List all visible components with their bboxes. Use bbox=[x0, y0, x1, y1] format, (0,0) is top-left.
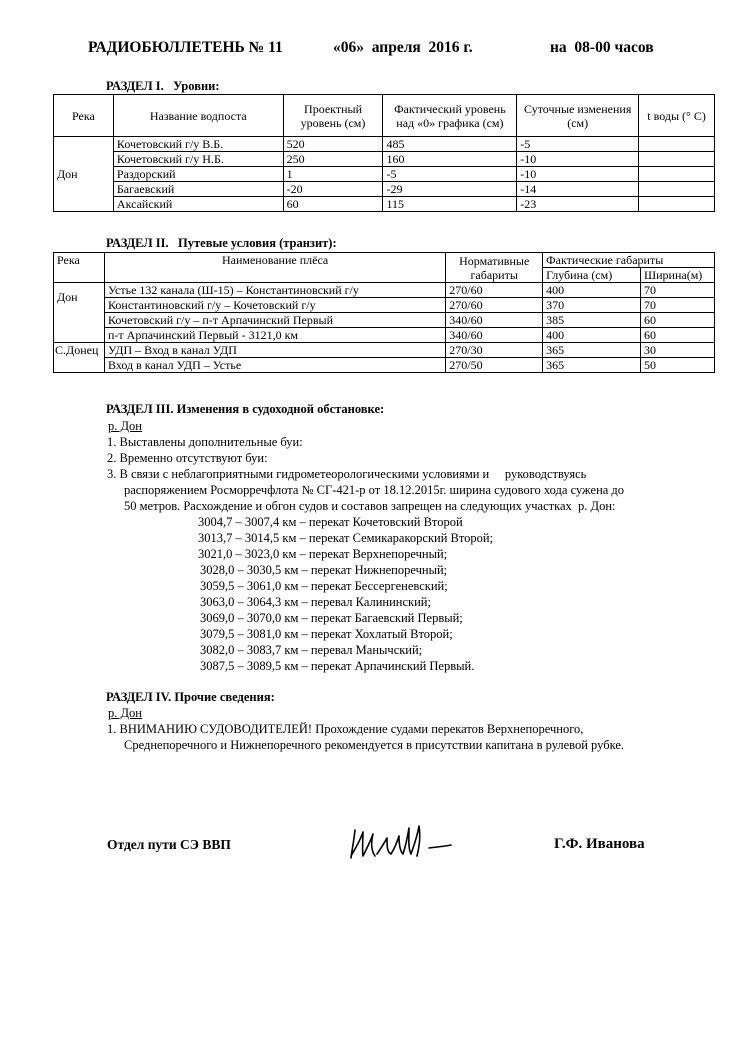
width-cell: 70 bbox=[641, 283, 715, 298]
col-header-depth: Глубина (см) bbox=[543, 268, 641, 283]
table-row bbox=[54, 137, 715, 152]
change-cell: -10 bbox=[517, 167, 639, 182]
project-cell: 250 bbox=[283, 152, 383, 167]
col-header-actual-level: Фактический уровень над «0» графика (см) bbox=[383, 95, 517, 137]
actual-cell: -29 bbox=[383, 182, 517, 197]
restricted-section: 3059,5 – 3061,0 км – перекат Бессергеневский; bbox=[200, 579, 448, 593]
table-row bbox=[54, 283, 715, 298]
stretch-cell: п-т Арпачинский Первый - 3121,0 км bbox=[104, 328, 445, 343]
temp-cell bbox=[639, 152, 715, 167]
actual-cell: 485 bbox=[383, 137, 517, 152]
depth-cell: 365 bbox=[543, 358, 641, 373]
change-cell: -10 bbox=[517, 152, 639, 167]
station-cell: Аксайский bbox=[113, 197, 283, 212]
depth-cell: 365 bbox=[543, 343, 641, 358]
river-cell: С.Донец bbox=[54, 343, 105, 373]
norm-cell: 340/60 bbox=[446, 313, 543, 328]
section3-item3-line3: 50 метров. Расхождение и обгон судов и составов запрещен на следующих участках р. Дон: bbox=[124, 499, 616, 513]
col-header-actual: Фактические габариты bbox=[543, 253, 715, 268]
table-row bbox=[54, 182, 715, 197]
section4-line1: 1. ВНИМАНИЮ СУДОВОДИТЕЛЕЙ! Прохождение судами перекатов Верхнепоречного, bbox=[107, 722, 584, 736]
actual-cell: -5 bbox=[383, 167, 517, 182]
section4-heading: РАЗДЕЛ IV. Прочие сведения: bbox=[106, 690, 275, 704]
temp-cell bbox=[639, 182, 715, 197]
station-cell: Кочетовский г/у Н.Б. bbox=[113, 152, 283, 167]
route-table bbox=[53, 252, 715, 373]
section3-item2: 2. Временно отсутствуют буи: bbox=[107, 451, 268, 465]
bulletin-date: «06» апреля 2016 г. bbox=[333, 39, 473, 56]
col-header-stretch: Наименование плёса bbox=[104, 253, 445, 283]
norm-cell: 270/60 bbox=[446, 298, 543, 313]
restricted-section: 3082,0 – 3083,7 км – перевал Манычский; bbox=[200, 643, 423, 657]
river-cell: Дон bbox=[54, 137, 114, 212]
station-cell: Багаевский bbox=[113, 182, 283, 197]
stretch-cell: Вход в канал УДП – Устье bbox=[104, 358, 445, 373]
temp-cell bbox=[639, 197, 715, 212]
table-row bbox=[54, 152, 715, 167]
bulletin-time: на 08-00 часов bbox=[550, 39, 654, 56]
table-row bbox=[54, 343, 715, 358]
actual-cell: 115 bbox=[383, 197, 517, 212]
levels-table bbox=[53, 94, 715, 212]
width-cell: 50 bbox=[641, 358, 715, 373]
section3-item3-line1: 3. В связи с неблагоприятными гидрометеорологическими условиями и руководствуясь bbox=[107, 467, 587, 481]
project-cell: -20 bbox=[283, 182, 383, 197]
table-row bbox=[54, 197, 715, 212]
restricted-section: 3069,0 – 3070,0 км – перекат Багаевский Первый; bbox=[200, 611, 463, 625]
norm-cell: 340/60 bbox=[446, 328, 543, 343]
station-cell: Кочетовский г/у В.Б. bbox=[113, 137, 283, 152]
col-header-water-temp: t воды (° С) bbox=[639, 95, 715, 137]
station-cell: Раздорский bbox=[113, 167, 283, 182]
section3-heading: РАЗДЕЛ III. Изменения в судоходной обстановке: bbox=[106, 402, 385, 416]
section2-heading: РАЗДЕЛ II. Путевые условия (транзит): bbox=[106, 236, 337, 250]
restricted-section: 3063,0 – 3064,3 км – перевал Калининский; bbox=[200, 595, 431, 609]
width-cell: 60 bbox=[641, 328, 715, 343]
temp-cell bbox=[639, 167, 715, 182]
section1-heading: РАЗДЕЛ I. Уровни: bbox=[106, 79, 220, 93]
project-cell: 520 bbox=[283, 137, 383, 152]
width-cell: 60 bbox=[641, 313, 715, 328]
col-header-station: Название водпоста bbox=[113, 95, 283, 137]
stretch-cell: Константиновский г/у – Кочетовский г/у bbox=[104, 298, 445, 313]
actual-cell: 160 bbox=[383, 152, 517, 167]
section4-river: р. Дон bbox=[108, 706, 142, 720]
table-row bbox=[54, 298, 715, 313]
table-row bbox=[54, 313, 715, 328]
stretch-cell: УДП – Вход в канал УДП bbox=[104, 343, 445, 358]
section3-river: р. Дон bbox=[108, 419, 142, 433]
table-row bbox=[54, 167, 715, 182]
depth-cell: 400 bbox=[543, 283, 641, 298]
bulletin-title: РАДИОБЮЛЛЕТЕНЬ № 11 bbox=[88, 39, 283, 56]
restricted-section: 3021,0 – 3023,0 км – перекат Верхнепоречный; bbox=[198, 547, 448, 561]
change-cell: -14 bbox=[517, 182, 639, 197]
table-row bbox=[54, 328, 715, 343]
temp-cell bbox=[639, 137, 715, 152]
width-cell: 30 bbox=[641, 343, 715, 358]
restricted-section: 3087,5 – 3089,5 км – перекат Арпачинский Первый. bbox=[200, 659, 475, 673]
width-cell: 70 bbox=[641, 298, 715, 313]
section3-item1: 1. Выставлены дополнительные буи: bbox=[107, 435, 303, 449]
department-label: Отдел пути СЭ ВВП bbox=[107, 837, 231, 852]
depth-cell: 400 bbox=[543, 328, 641, 343]
restricted-section: 3079,5 – 3081,0 км – перекат Хохлатый Второй; bbox=[200, 627, 453, 641]
norm-cell: 270/30 bbox=[446, 343, 543, 358]
col-header-daily-change: Суточные изменения (см) bbox=[517, 95, 639, 137]
stretch-cell: Кочетовский г/у – п-т Арпачинский Первый bbox=[104, 313, 445, 328]
depth-cell: 385 bbox=[543, 313, 641, 328]
river-cell: Дон bbox=[54, 283, 105, 343]
col-header-normative: Нормативные габариты bbox=[446, 253, 543, 283]
signature-image bbox=[345, 818, 457, 866]
col-header-width: Ширина(м) bbox=[641, 268, 715, 283]
project-cell: 1 bbox=[283, 167, 383, 182]
restricted-section: 3028,0 – 3030,5 км – перекат Нижнепоречный; bbox=[200, 563, 448, 577]
section3-item3-line2: распоряжением Росморречфлота № СГ-421-р от 18.12.2015г. ширина судового хода сужена до bbox=[124, 483, 625, 497]
col-header-project-level: Проектный уровень (см) bbox=[283, 95, 383, 137]
signatory-name: Г.Ф. Иванова bbox=[554, 836, 645, 852]
col-header-river: Река bbox=[54, 95, 114, 137]
table-row bbox=[54, 358, 715, 373]
change-cell: -23 bbox=[517, 197, 639, 212]
section4-line2: Среднепоречного и Нижнепоречного рекомендуется в присутствии капитана в рулевой рубке. bbox=[124, 738, 625, 752]
norm-cell: 270/60 bbox=[446, 283, 543, 298]
restricted-section: 3013,7 – 3014,5 км – перекат Семикаракорский Второй; bbox=[198, 531, 494, 545]
restricted-section: 3004,7 – 3007,4 км – перекат Кочетовский Второй bbox=[198, 515, 463, 529]
depth-cell: 370 bbox=[543, 298, 641, 313]
norm-cell: 270/50 bbox=[446, 358, 543, 373]
change-cell: -5 bbox=[517, 137, 639, 152]
col-header-river: Река bbox=[54, 253, 105, 283]
stretch-cell: Устье 132 канала (Ш-15) – Константиновский г/у bbox=[104, 283, 445, 298]
project-cell: 60 bbox=[283, 197, 383, 212]
